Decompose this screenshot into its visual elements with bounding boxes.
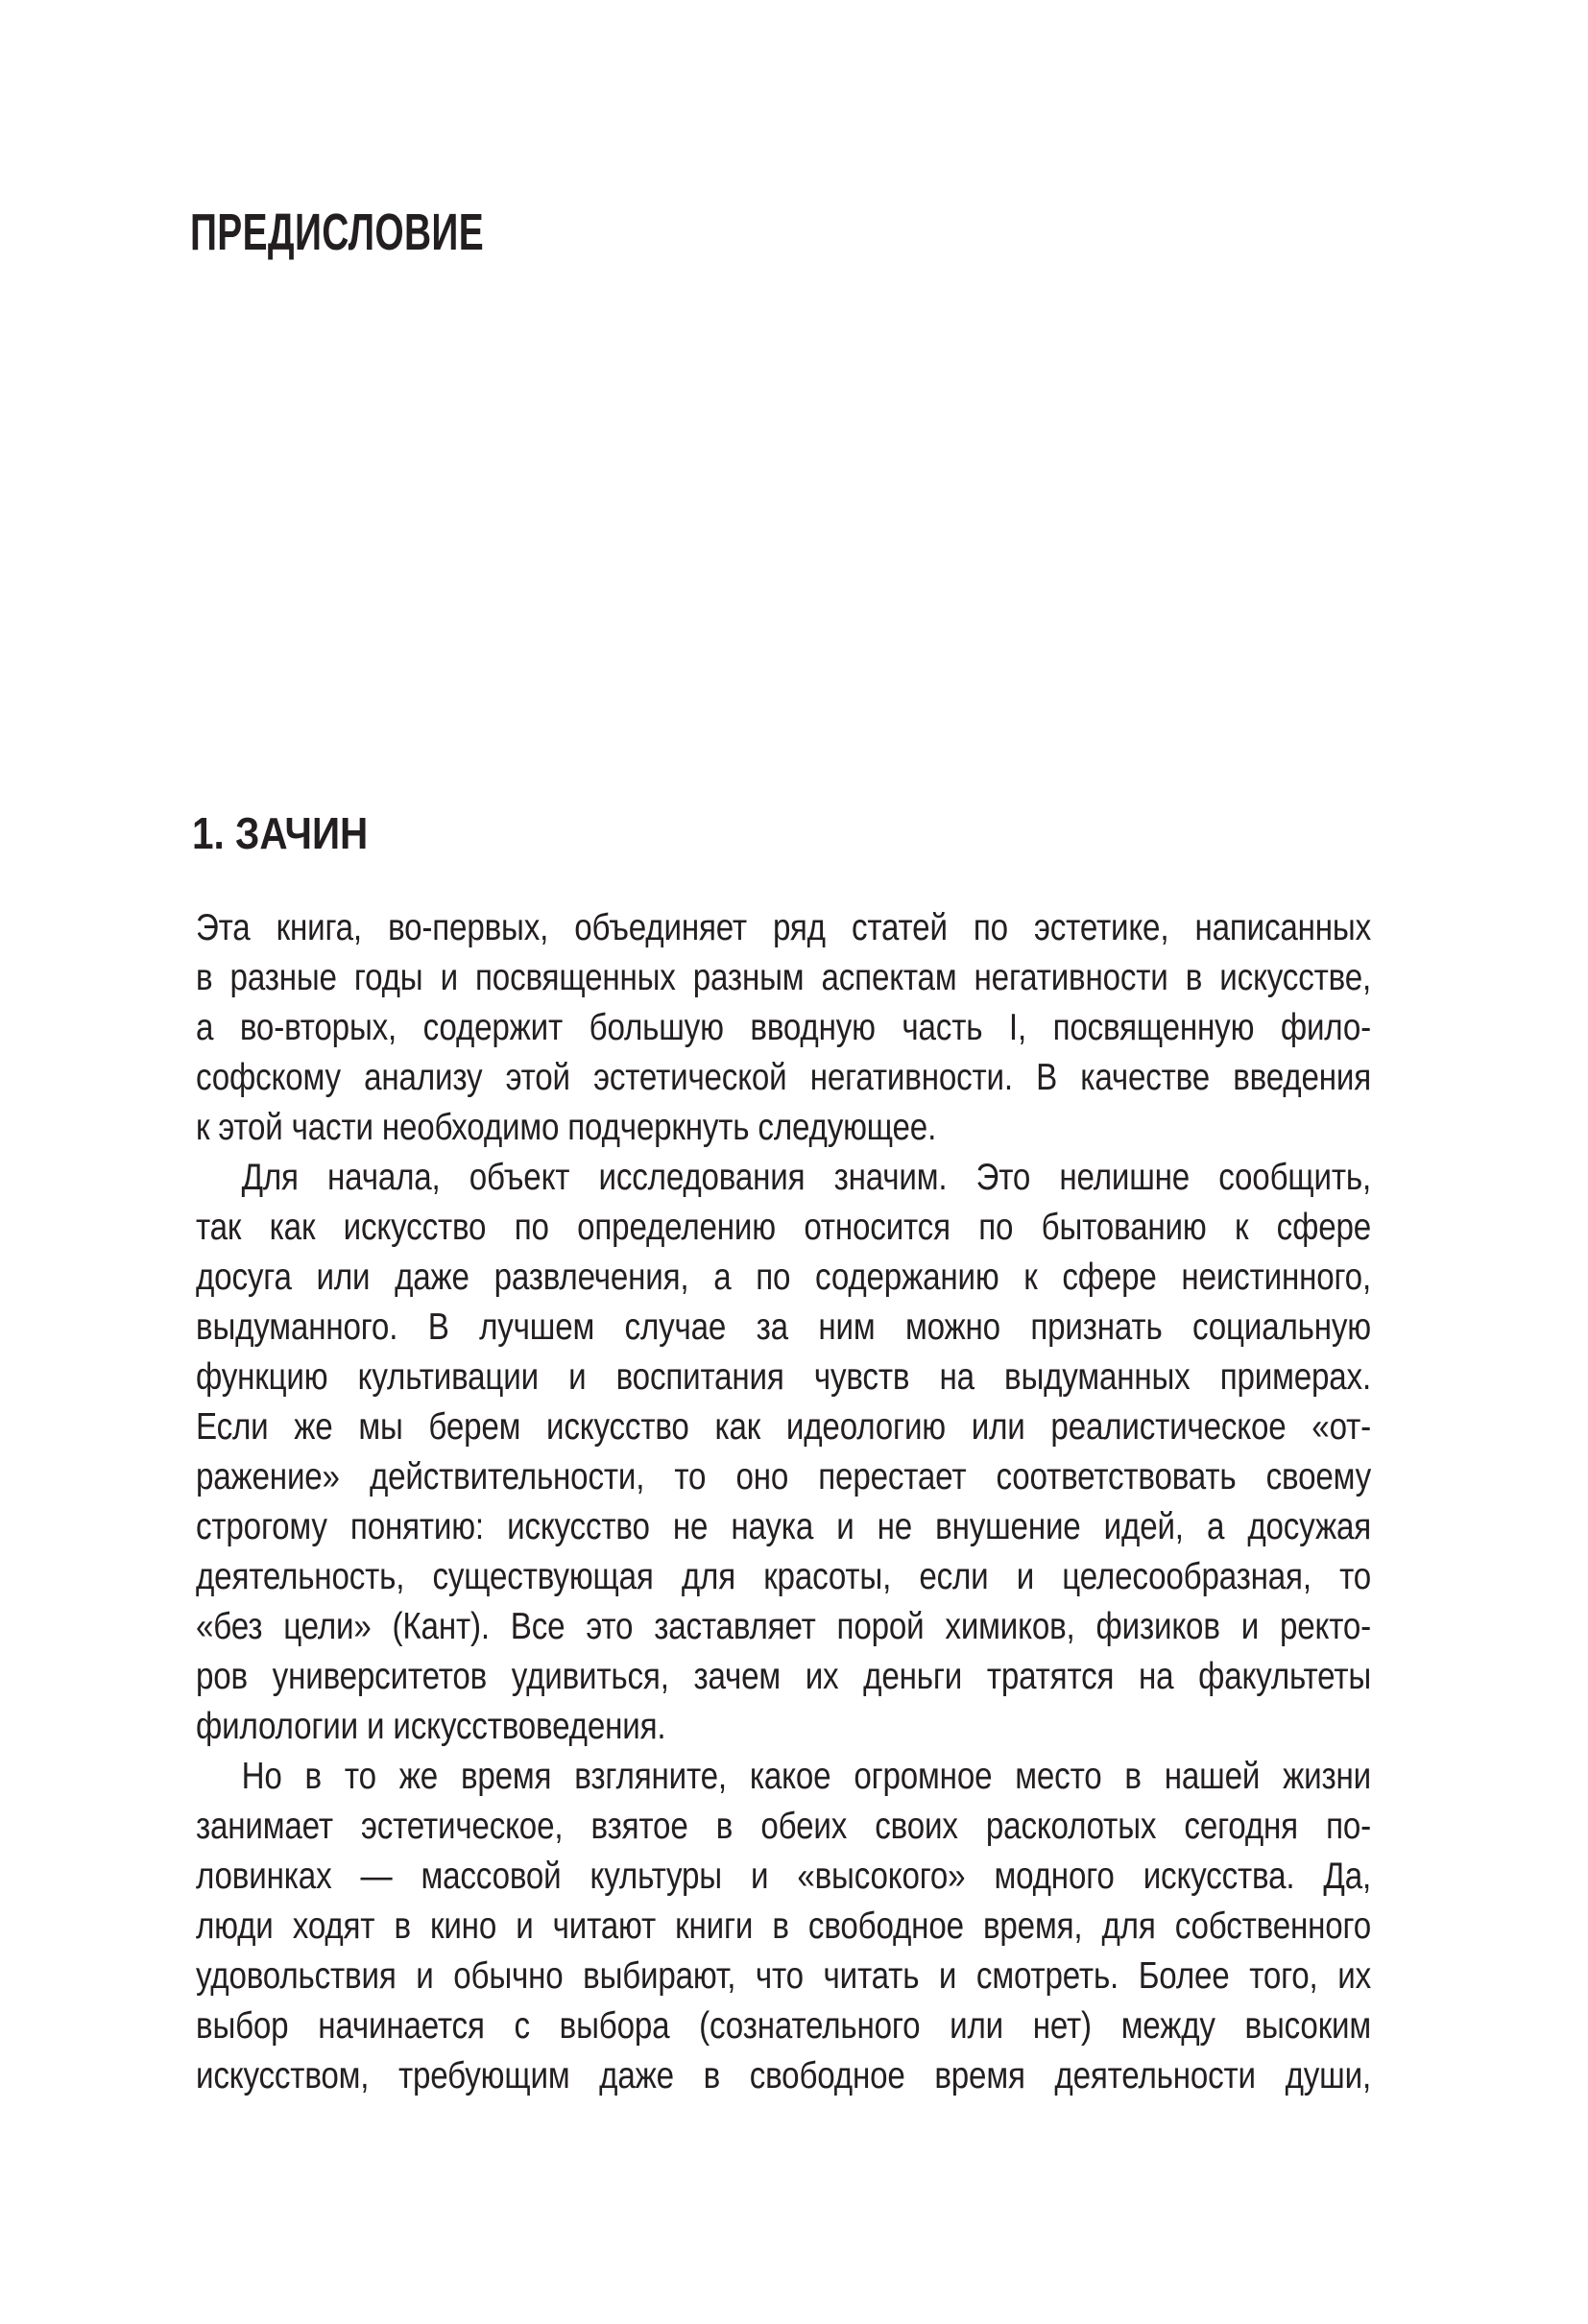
text-line: строгому понятию: искусство не наука и не внушение идей, а досужая bbox=[196, 1506, 1371, 1547]
text-line: деятельность, существующая для красоты, если и целесообразная, то bbox=[196, 1556, 1371, 1597]
text-line: ров университетов удивиться, зачем их деньги тратятся на факультеты bbox=[196, 1656, 1371, 1697]
text-line: Но в то же время взгляните, какое огромное место в нашей жизни bbox=[241, 1756, 1372, 1797]
text-line: «без цели» (Кант). Все это заставляет порой химиков, физиков и ректо- bbox=[196, 1606, 1371, 1647]
text-line: досуга или даже развлечения, а по содержанию к сфере неистинного, bbox=[196, 1257, 1371, 1298]
paragraph bbox=[196, 1752, 1371, 2101]
text-line: занимает эстетическое, взятое в обеих своих расколотых сегодня по- bbox=[196, 1806, 1371, 1847]
text-line: филологии и искусствоведения. bbox=[196, 1706, 666, 1747]
text-line: выбор начинается с выбора (сознательного или нет) между высоким bbox=[196, 2005, 1371, 2047]
text-line: к этой части необходимо подчеркнуть следующее. bbox=[196, 1107, 937, 1148]
text-line: ловинках — массовой культуры и «высокого» модного искусства. Да, bbox=[196, 1856, 1371, 1897]
text-line: удовольствия и обычно выбирают, что читать и смотреть. Более того, их bbox=[196, 1955, 1371, 1997]
text-line: Эта книга, во-первых, объединяет ряд статей по эстетике, написанных bbox=[196, 907, 1371, 948]
chapter-title: ПРЕДИСЛОВИЕ bbox=[190, 204, 485, 261]
text-line: в разные годы и посвященных разным аспектам негативности в искусстве, bbox=[196, 957, 1371, 998]
body-text bbox=[196, 903, 1371, 2101]
text-line: люди ходят в кино и читают книги в свободное время, для собственного bbox=[196, 1905, 1371, 1947]
paragraph bbox=[196, 903, 1371, 1153]
text-line: так как искусство по определению относится по бытованию к сфере bbox=[196, 1207, 1371, 1248]
section-heading: 1. ЗАЧИН bbox=[192, 808, 369, 858]
text-line: Если же мы берем искусство как идеологию или реалистическое «от- bbox=[196, 1406, 1371, 1448]
text-line: выдуманного. В лучшем случае за ним можно признать социальную bbox=[196, 1306, 1371, 1348]
text-line: функцию культивации и воспитания чувств на выдуманных примерах. bbox=[196, 1356, 1371, 1398]
text-line: а во-вторых, содержит большую вводную часть I, посвященную фило- bbox=[196, 1007, 1371, 1048]
text-line: искусством, требующим даже в свободное время деятельности души, bbox=[196, 2055, 1371, 2096]
text-line: Для начала, объект исследования значим. Это нелишне сообщить, bbox=[241, 1157, 1372, 1198]
text-line: софскому анализу этой эстетической негативности. В качестве введения bbox=[196, 1057, 1371, 1098]
text-line: ражение» действительности, то оно перестает соответствовать своему bbox=[196, 1456, 1371, 1497]
paragraph bbox=[196, 1153, 1371, 1752]
